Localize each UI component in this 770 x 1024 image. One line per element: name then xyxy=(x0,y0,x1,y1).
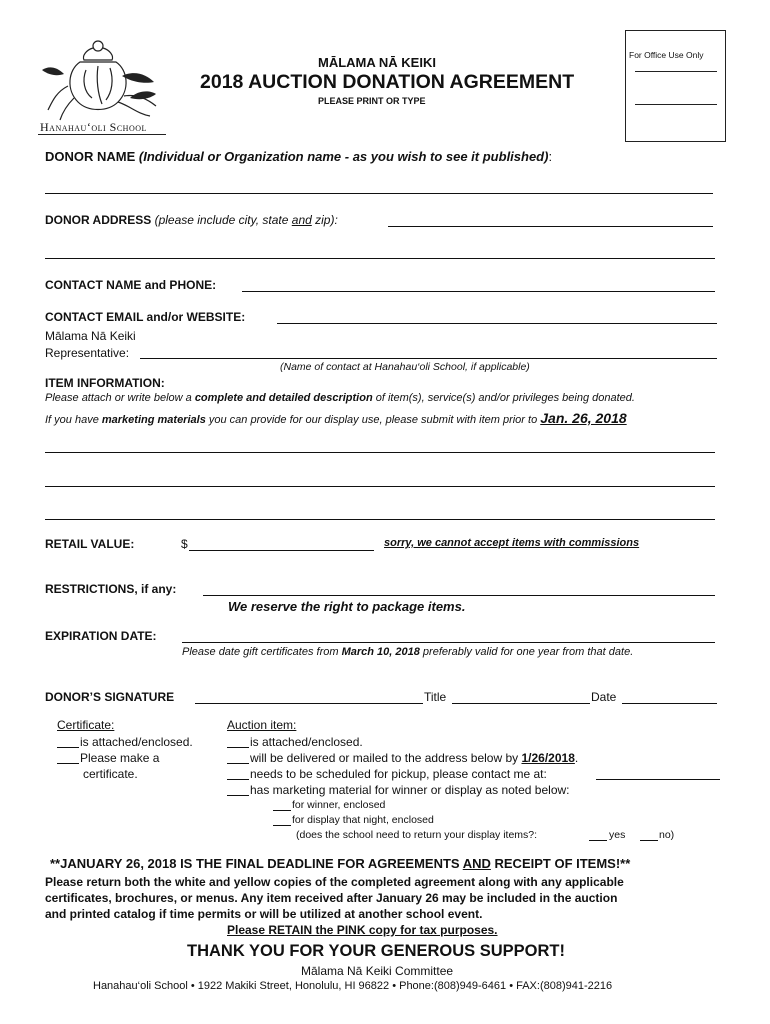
expiration-field[interactable] xyxy=(182,642,715,643)
date-field[interactable] xyxy=(622,703,717,704)
auction-delivered-label: will be delivered or mailed to the address below by 1/26/2018. xyxy=(250,751,579,765)
auction-marketing-label: has marketing material for winner or display as noted below: xyxy=(250,783,570,797)
certificate-heading: Certificate: xyxy=(57,718,115,732)
commission-note: sorry, we cannot accept items with commissions xyxy=(384,537,640,549)
pickup-contact-field[interactable] xyxy=(596,779,720,780)
school-name: Hanahau‘oli School xyxy=(40,120,147,134)
donor-address-field-2[interactable] xyxy=(45,258,715,259)
pink-copy-notice: Please RETAIN the PINK copy for tax purposes. xyxy=(227,923,498,937)
rep-line1: Mālama Nā Keiki xyxy=(45,329,136,343)
committee-name: Mālama Nā Keiki Committee xyxy=(301,964,454,978)
contact-name-label: CONTACT NAME and PHONE: xyxy=(45,278,217,292)
title-label: Title xyxy=(424,690,447,704)
certificate-make-checkbox[interactable] xyxy=(57,763,79,764)
school-contact-info: Hanahau‘oli School • 1922 Makiki Street, Honolulu, HI 96822 • Phone:(808)949-6461 • FAX:(808)941-2216 xyxy=(93,980,613,992)
office-line-2[interactable] xyxy=(635,104,717,105)
return-no-checkbox[interactable] xyxy=(640,840,658,841)
item-description-instruction: Please attach or write below a complete and detailed description of item(s), service(s) and/or privileges being donated. xyxy=(45,392,635,404)
rep-label: Representative: xyxy=(45,346,130,360)
title-field[interactable] xyxy=(452,703,590,704)
return-no-label: no) xyxy=(659,829,675,841)
contact-email-field[interactable] xyxy=(277,323,717,324)
auction-pickup-label: needs to be scheduled for pickup, please contact me at: xyxy=(250,767,547,781)
item-description-field-3[interactable] xyxy=(45,519,715,520)
package-note: We reserve the right to package items. xyxy=(228,599,466,614)
office-line-1[interactable] xyxy=(635,71,717,72)
auction-pickup-checkbox[interactable] xyxy=(227,779,249,780)
winner-enclosed-checkbox[interactable] xyxy=(273,810,291,811)
certificate-make-label-2: certificate. xyxy=(83,767,138,781)
item-description-field-2[interactable] xyxy=(45,486,715,487)
contact-email-label: CONTACT EMAIL and/or WEBSITE: xyxy=(45,310,246,324)
program-name: MĀLAMA NĀ KEIKI xyxy=(318,55,436,70)
certificate-make-label: Please make a xyxy=(80,751,160,765)
donor-address-label: DONOR ADDRESS (please include city, state and zip): xyxy=(45,213,338,227)
certificate-attached-label: is attached/enclosed. xyxy=(80,735,193,749)
retail-value-label: RETAIL VALUE: xyxy=(45,537,135,551)
certificate-attached-checkbox[interactable] xyxy=(57,747,79,748)
signature-field[interactable] xyxy=(195,703,423,704)
representative-field[interactable] xyxy=(140,358,717,359)
rep-note: (Name of contact at Hanahau‘oli School, if applicable) xyxy=(280,361,530,373)
return-yes-label: yes xyxy=(609,829,626,841)
auction-marketing-checkbox[interactable] xyxy=(227,795,249,796)
display-enclosed-checkbox[interactable] xyxy=(273,825,291,826)
auction-item-heading: Auction item: xyxy=(227,718,297,732)
donor-name-field[interactable] xyxy=(45,193,713,194)
thank-you-heading: THANK YOU FOR YOUR GENEROUS SUPPORT! xyxy=(187,942,566,960)
restrictions-field[interactable] xyxy=(203,595,715,596)
date-label: Date xyxy=(591,690,617,704)
auction-delivered-checkbox[interactable] xyxy=(227,763,249,764)
contact-name-field[interactable] xyxy=(242,291,715,292)
return-instructions-2: certificates, brochures, or menus. Any item received after January 26 may be included in the auction xyxy=(45,891,618,905)
school-logo xyxy=(38,36,168,136)
expiration-note: Please date gift certificates from March 10, 2018 preferably valid for one year from that date. xyxy=(182,646,634,658)
print-instruction: PLEASE PRINT OR TYPE xyxy=(318,96,426,106)
retail-value-field[interactable] xyxy=(189,550,374,551)
return-instructions-1: Please return both the white and yellow copies of the completed agreement along with any applicable xyxy=(45,875,624,889)
page-title: 2018 AUCTION DONATION AGREEMENT xyxy=(200,71,575,93)
signature-label: DONOR’S SIGNATURE xyxy=(45,690,175,704)
return-yes-checkbox[interactable] xyxy=(589,840,607,841)
winner-enclosed-label: for winner, enclosed xyxy=(292,799,386,811)
restrictions-label: RESTRICTIONS, if any: xyxy=(45,582,177,596)
office-use-box xyxy=(625,30,726,142)
auction-attached-checkbox[interactable] xyxy=(227,747,249,748)
expiration-label: EXPIRATION DATE: xyxy=(45,629,157,643)
item-description-field-1[interactable] xyxy=(45,452,715,453)
flower-bud-icon xyxy=(38,36,168,122)
currency-symbol: $ xyxy=(181,537,188,551)
display-enclosed-label: for display that night, enclosed xyxy=(292,814,434,826)
marketing-instruction: If you have marketing materials you can provide for our display use, please submit with item prior to Jan. 26, 2018 xyxy=(45,410,627,426)
return-instructions-3: and printed catalog if time permits or will be utilized at another school event. xyxy=(45,907,483,921)
donor-name-label: DONOR NAME (Individual or Organization name - as you wish to see it published): xyxy=(45,149,553,164)
office-use-label: For Office Use Only xyxy=(629,50,704,60)
item-info-label: ITEM INFORMATION: xyxy=(45,376,165,390)
return-display-question: (does the school need to return your display items?: xyxy=(296,829,538,841)
final-deadline-notice: **JANUARY 26, 2018 IS THE FINAL DEADLINE FOR AGREEMENTS AND RECEIPT OF ITEMS!** xyxy=(50,856,631,871)
auction-attached-label: is attached/enclosed. xyxy=(250,735,363,749)
donor-address-field-1[interactable] xyxy=(388,226,713,227)
